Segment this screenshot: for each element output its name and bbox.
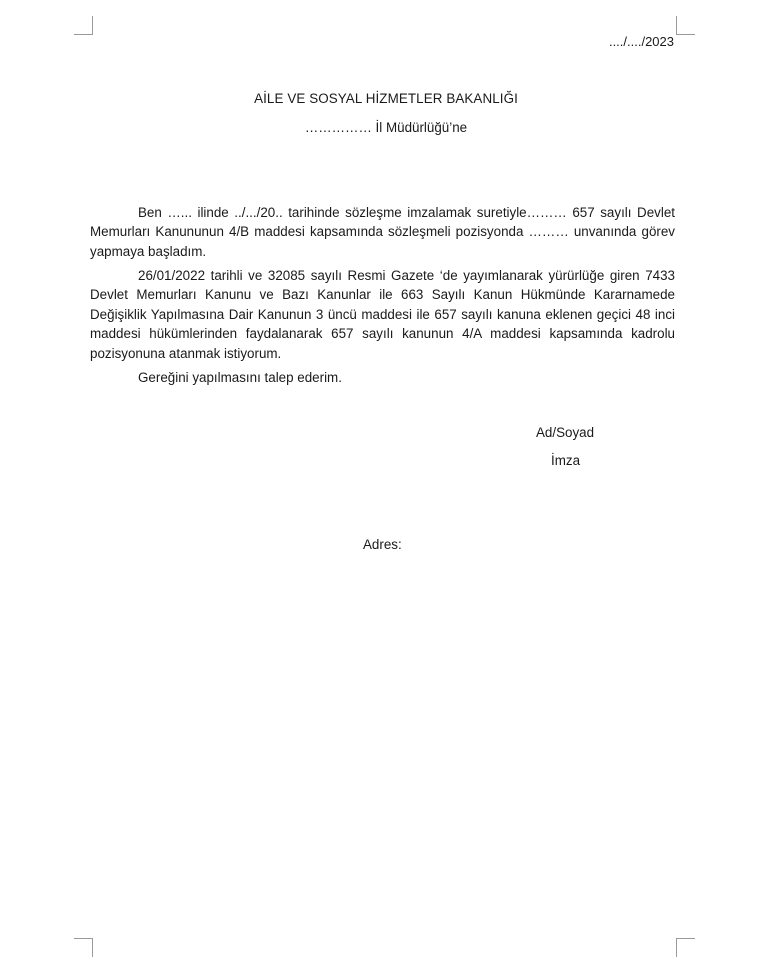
directorate-title: …………… İl Müdürlüğü’ne: [304, 120, 468, 135]
paragraph-request-details: 26/01/2022 tarihli ve 32085 sayılı Resmi Gazete ‘de yayımlanarak yürürlüğe giren 7433 Devlet Memurları Kanunu ve Bazı Kanunlar ile 663 Sayılı Kanun Hükmünde Kararnamede Değişiklik Yapılmasına Dair Kanunun 3 üncü maddesi ile 657 sayılı kanuna eklenen geçici 48 inci maddesi hükümlerinden faydalanarak 657 sayılı kanunun 4/A maddesi kapsamında kadrolu pozisyonuna atanmak istiyorum.: [90, 268, 675, 361]
paragraph-closing: Gereğini yapılmasını talep ederim.: [138, 370, 342, 385]
name-surname-label: Ad/Soyad: [536, 425, 595, 440]
ministry-title: AİLE VE SOSYAL HİZMETLER BAKANLIĞI: [254, 91, 518, 106]
document-date: ..../..../2023: [608, 34, 674, 49]
signature-label: İmza: [551, 453, 581, 468]
crop-mark-bottom-left: [74, 938, 93, 957]
crop-mark-bottom-right: [676, 938, 695, 957]
address-label: Adres:: [363, 537, 402, 552]
crop-mark-top-left: [74, 16, 93, 35]
crop-mark-top-right: [676, 16, 695, 35]
paragraph-employment-start: Ben …... ilinde ../.../20.. tarihinde sözleşme imzalamak suretiyle……… 657 sayılı Devlet Memurları Kanununun 4/B maddesi kapsamında sözleşmeli pozisyonda ……… unvanında görev yapmaya başladım.: [90, 205, 675, 259]
